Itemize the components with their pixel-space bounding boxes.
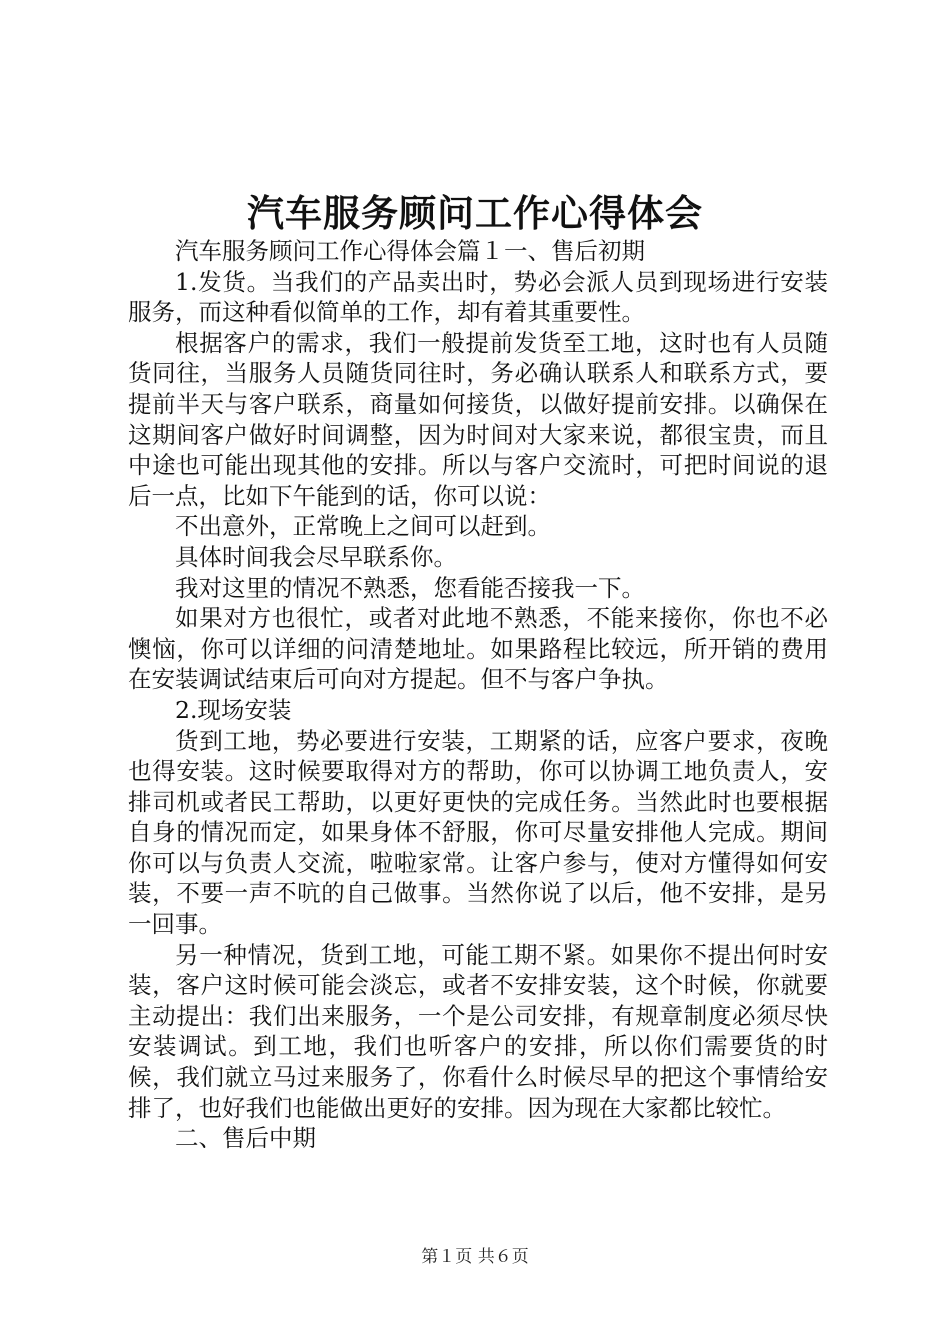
paragraph: 货到工地，势必要进行安装，工期紧的话，应客户要求，夜晚也得安装。这时候要取得对方的帮助，你可以协调工地负责人，安排司机或者民工帮助，以更好更快的完成任务。当然此时也要根据自身的情况而定，如果身体不舒服，你可尽量安排他人完成。期间你可以与负责人交流，啦啦家常。让客户参与，使对方懂得如何安装，不要一声不吭的自己做事。当然你说了以后，他不安排，是另一回事。 <box>128 726 828 939</box>
paragraph: 汽车服务顾问工作心得体会篇１一、售后初期 <box>175 237 645 265</box>
document-title: 汽车服务顾问工作心得体会 <box>247 191 703 235</box>
paragraph: 另一种情况，货到工地，可能工期不紧。如果你不提出何时安装，客户这时候可能会淡忘，或者不安排安装，这个时候，你就要主动提出：我们出来服务，一个是公司安排，有规章制度必须尽快安装调试。到工地，我们也听客户的安排，所以你们需要货的时候，我们就立马过来服务了，你看什么时候尽早的把这个事情给安排了，也好我们也能做出更好的安排。因为现在大家都比较忙。 <box>128 940 828 1122</box>
page-number-footer: 第１页 共６页 <box>421 1247 529 1267</box>
document-body <box>128 236 828 1154</box>
section-heading: 二、售后中期 <box>175 1124 316 1153</box>
paragraph: 根据客户的需求，我们一般提前发货至工地，这时也有人员随货同往，当服务人员随货同往时，务必确认联系人和联系方式，要提前半天与客户联系，商量如何接货，以做好提前安排。以确保在这期间客户做好时间调整，因为时间对大家来说，都很宝贵，而且中途也可能出现其他的安排。所以与客户交流时，可把时间说的退后一点，比如下午能到的话，你可以说： <box>128 328 828 510</box>
paragraph: 1.发货。当我们的产品卖出时，势必会派人员到现场进行安装服务，而这种看似简单的工作，却有着其重要性。 <box>128 267 828 327</box>
paragraph: 如果对方也很忙，或者对此地不熟悉，不能来接你，你也不必懊恼，你可以详细的问清楚地址。如果路程比较远，所开销的费用在安装调试结束后可向对方提起。但不与客户争执。 <box>128 604 828 694</box>
paragraph: 不出意外，正常晚上之间可以赶到。 <box>175 512 551 541</box>
paragraph: 具体时间我会尽早联系你。 <box>175 542 457 571</box>
section-heading: 2.现场安装 <box>175 695 292 724</box>
paragraph: 我对这里的情况不熟悉，您看能否接我一下。 <box>175 573 645 602</box>
